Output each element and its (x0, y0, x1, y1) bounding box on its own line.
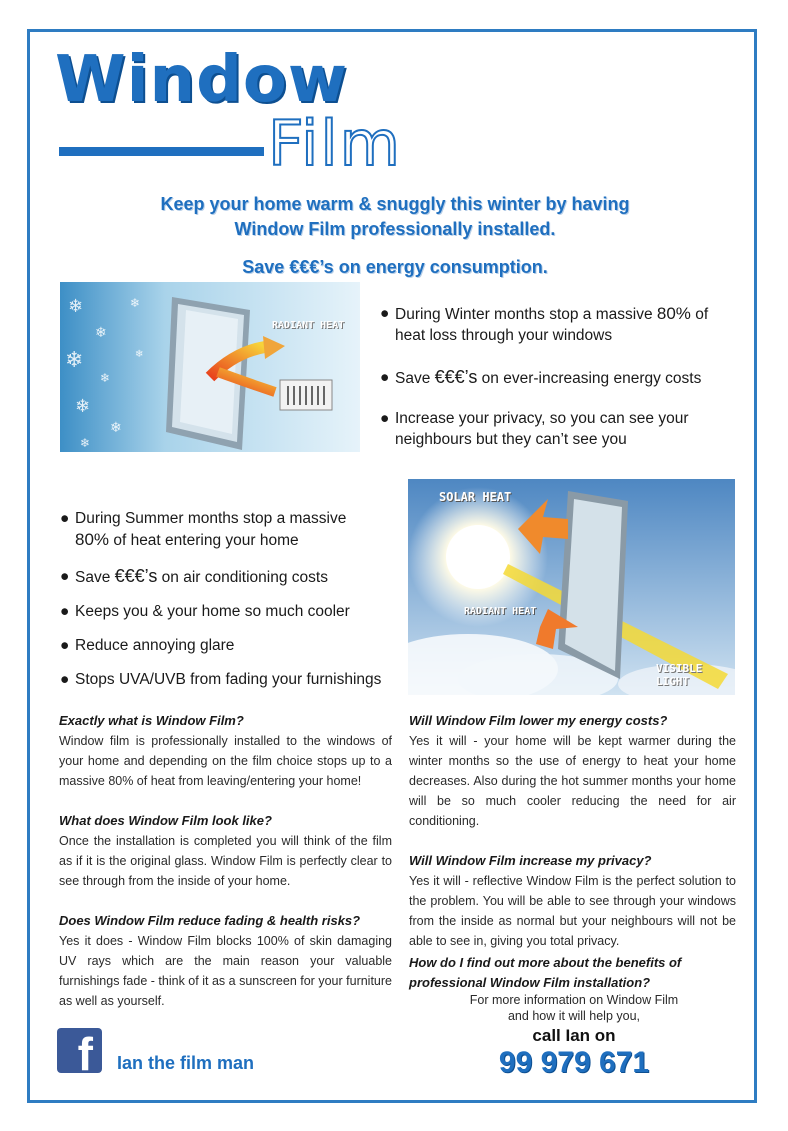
svg-text:❄: ❄ (100, 371, 111, 385)
bullet-text: Stops UVA/UVB from fading your furnishings (75, 671, 382, 688)
solar-heat-label: SOLAR HEAT (439, 490, 512, 504)
logo-film-word: Film (268, 107, 402, 180)
logo-window-word: Window (55, 43, 348, 117)
bullet-dot: ● (380, 410, 390, 427)
bullet-emphasis: 80% (656, 304, 691, 323)
bullet-text-line-2: heat loss through your windows (395, 327, 613, 344)
bullet-dot: ● (60, 637, 70, 654)
winter-bullet-3 (380, 408, 740, 450)
winter-bullet-2 (380, 367, 740, 389)
bullet-emphasis: €€€’s (434, 367, 478, 387)
bullet-text: During Summer months stop a massive (75, 510, 347, 527)
contact-info (409, 992, 739, 1024)
bullet-dot: ● (60, 510, 70, 527)
bullet-dot: ● (380, 305, 390, 322)
bullet-text: During Winter months stop a massive (395, 306, 657, 323)
summer-bullet-3 (60, 601, 405, 622)
svg-text:❄: ❄ (68, 296, 84, 317)
faq-question: Does Window Film reduce fading & health risks? (59, 913, 361, 928)
svg-text:❄: ❄ (95, 325, 107, 341)
headline-line-1: Keep your home warm & snuggly this winter by having (160, 194, 630, 214)
bullet-text-line-2: neighbours but they can’t see you (395, 431, 627, 448)
bullet-text: Save (395, 370, 435, 387)
contact-info-line-1: For more information on Window Film (469, 993, 679, 1007)
winter-window-illustration (60, 282, 360, 452)
faq-answer: Yes it will - your home will be kept warmer during the winter months so the use of energy to heat your home decreases. Also during the hot summer months your home will be so much cooler reducing the need for air conditioning. (409, 734, 736, 828)
svg-text:❄: ❄ (135, 349, 144, 360)
headline-line-2: Window Film professionally installed. (234, 219, 556, 239)
bullet-text: of heat entering your home (109, 532, 299, 549)
bullet-dot: ● (60, 671, 70, 688)
contact-question-line-2: professional Window Film installation? (409, 975, 651, 990)
contact-question-line-1: How do I find out more about the benefits of (409, 955, 682, 970)
contact-question (409, 953, 739, 993)
visible-light-label: VISIBLE LIGHT (656, 662, 703, 688)
headline-line-3: Save €€€’s on energy consumption. (242, 257, 548, 277)
bullet-text: Reduce annoying glare (75, 637, 235, 654)
winter-bullet-1 (380, 303, 740, 346)
bullet-dot: ● (380, 369, 390, 386)
bullet-emphasis: 80% (75, 530, 110, 549)
faq-question: Will Window Film lower my energy costs? (409, 713, 668, 728)
faq-answer: Yes it will - reflective Window Film is the perfect solution to the problem. You will be able to see through your windows from the inside as normal but your neighbours will not be able to see in, giving you total privacy. (409, 874, 736, 948)
svg-text:❄: ❄ (65, 348, 84, 373)
winter-illustration-graphic (60, 282, 360, 452)
bullet-text: of (690, 306, 709, 323)
logo-underline (59, 147, 264, 156)
contact-info-line-2: and how it will help you, (507, 1009, 641, 1023)
svg-text:❄: ❄ (75, 396, 91, 417)
bullet-text: Save (75, 569, 115, 586)
facebook-page-name[interactable]: Ian the film man (117, 1053, 255, 1073)
faq-right-column (409, 711, 736, 971)
faq-answer: Window film is professionally installed to the windows of your home and depending on the film choice stops up to a massive 80% of heat from leaving/entering your home! (59, 734, 392, 788)
facebook-icon[interactable] (57, 1028, 102, 1080)
summer-bullet-2 (60, 566, 405, 588)
summer-bullet-4 (60, 635, 405, 656)
bullet-text: Keeps you & your home so much cooler (75, 603, 350, 620)
faq-answer: Once the installation is completed you will think of the film as if it is the original glass. Window Film is perfectly clear to see through from the inside of your home. (59, 834, 392, 888)
faq-question: What does Window Film look like? (59, 813, 272, 828)
bullet-dot: ● (60, 603, 70, 620)
phone-number[interactable]: 99 979 671 (498, 1046, 650, 1079)
bullet-text: on air conditioning costs (157, 569, 328, 586)
faq-question: Will Window Film increase my privacy? (409, 853, 652, 868)
faq-left-column (59, 711, 392, 1031)
svg-text:❄: ❄ (110, 420, 122, 436)
summer-window-illustration (408, 479, 735, 695)
summer-benefits-list (60, 508, 405, 690)
summer-bullet-1 (60, 508, 405, 551)
svg-text:❄: ❄ (130, 296, 141, 310)
winter-benefits-list (380, 303, 740, 450)
radiant-heat-label: RADIANT HEAT (464, 606, 537, 617)
faq-answer: Yes it does - Window Film blocks 100% of skin damaging UV rays which are the main reason your valuable furnishings fade - think of it as a sunscreen for your furniture as well as yourself. (59, 934, 392, 1008)
summer-bullet-5 (60, 669, 405, 690)
bullet-text: on ever-increasing energy costs (477, 370, 702, 387)
bullet-emphasis: €€€’s (114, 566, 158, 586)
svg-text:❄: ❄ (80, 436, 91, 450)
bullet-text: Increase your privacy, so you can see your (395, 410, 689, 427)
radiant-heat-label: RADIANT HEAT (272, 320, 345, 331)
faq-question: Exactly what is Window Film? (59, 713, 244, 728)
call-text: call Ian on (532, 1026, 616, 1045)
facebook-f-glyph: f (77, 1028, 93, 1080)
bullet-dot: ● (60, 568, 70, 585)
